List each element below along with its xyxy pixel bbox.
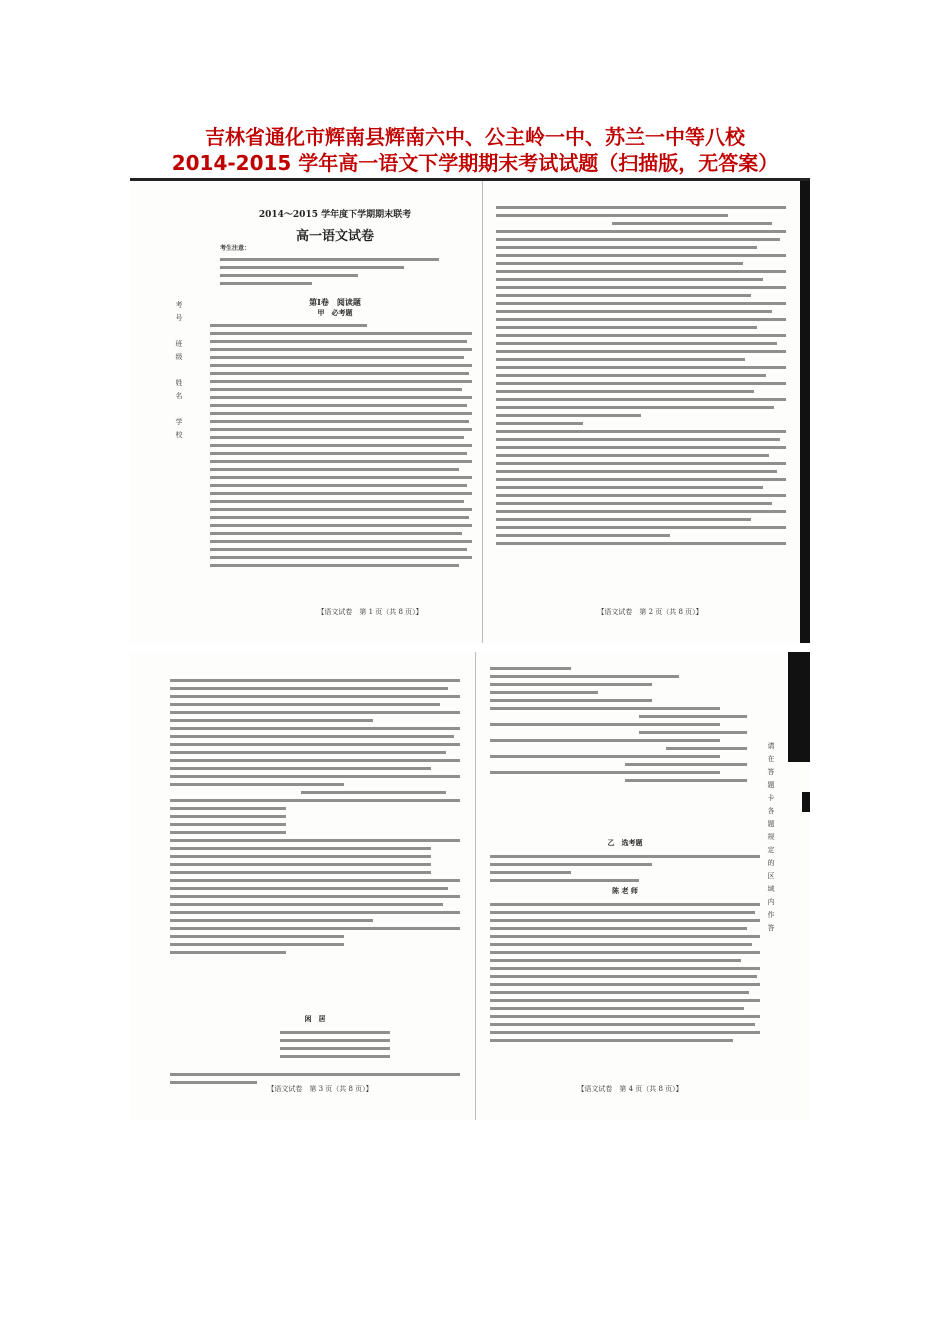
section-choice: 乙 选考题 — [607, 838, 643, 847]
questions-page3 — [170, 674, 460, 959]
scan-shadow-mid — [802, 792, 810, 812]
exam-header: 2014～2015 学年度下学期期末联考 — [258, 210, 412, 220]
footer-page3: 【语文试卷 第 3 页（共 8 页）】 — [267, 1085, 373, 1093]
scan-image-pages-1-2 — [130, 178, 810, 643]
notice-heading: 考生注意： — [220, 245, 251, 252]
questions-page2 — [496, 201, 786, 550]
story-title: 陈 老 师 — [612, 886, 638, 895]
poem-title: 闲 居 — [304, 1014, 326, 1023]
reading-passage-page1 — [210, 319, 472, 572]
document-title-line2: 2014-2015 学年高一语文下学期期末考试试题（扫描版，无答案） — [171, 151, 779, 175]
section-sub: 甲 必考题 — [317, 308, 353, 317]
story-passage — [490, 898, 760, 1047]
scan-edge — [800, 181, 810, 643]
document-title-line1: 吉林省通化市辉南县辉南六中、公主岭一中、苏兰一中等八校 — [205, 125, 745, 149]
page-fold — [482, 181, 483, 643]
choice-instructions — [490, 850, 760, 887]
footer-page1: 【语文试卷 第 1 页（共 8 页）】 — [317, 608, 423, 616]
questions-page4 — [490, 662, 760, 787]
page-fold — [475, 652, 476, 1120]
binding-side-label: 考号 班级 姓名 学校 — [175, 301, 183, 444]
poem-lines — [280, 1026, 390, 1063]
footer-page2: 【语文试卷 第 2 页（共 8 页）】 — [597, 608, 703, 616]
notice-text — [220, 253, 450, 290]
section-title: 第Ⅰ卷 阅读题 — [309, 297, 361, 307]
answer-instruction-side: 请在答题卡各题规定的区域内作答 — [767, 742, 775, 937]
scan-shadow-top — [788, 652, 810, 762]
scan-image-pages-3-4 — [130, 652, 810, 1120]
footer-page4: 【语文试卷 第 4 页（共 8 页）】 — [577, 1085, 683, 1093]
exam-subject: 高一语文试卷 — [295, 229, 374, 244]
